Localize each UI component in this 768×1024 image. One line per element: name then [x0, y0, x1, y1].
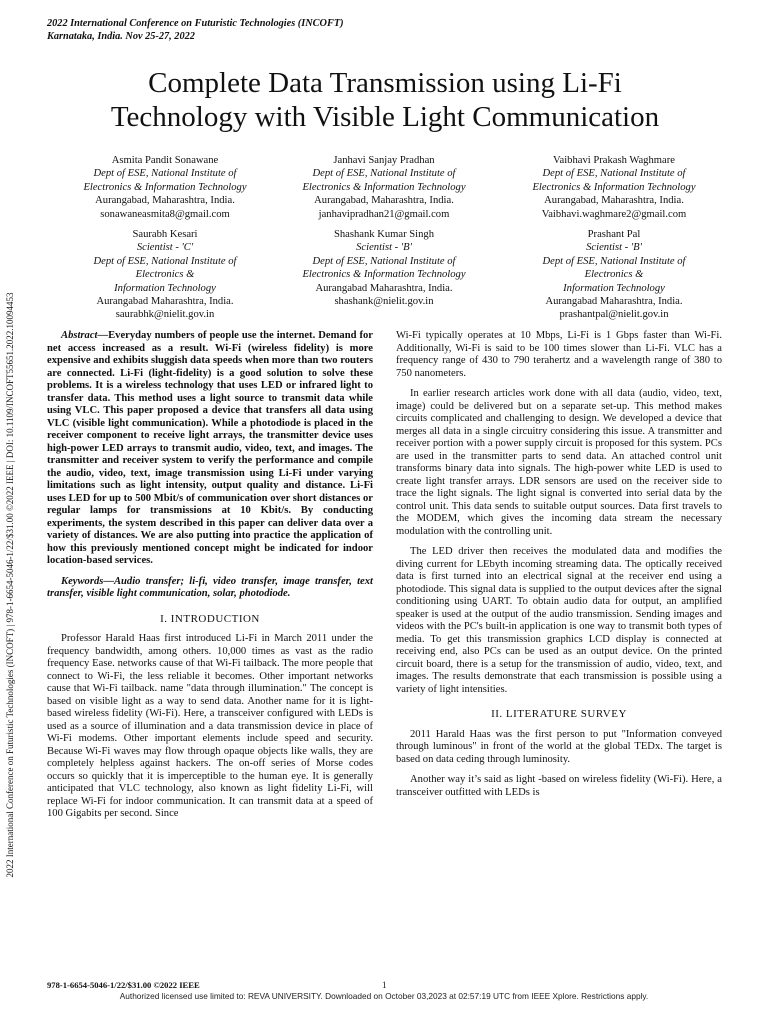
author-email: janhavipradhan21@gmail.com: [318, 208, 450, 220]
author-location: Aurangabad Maharashtra, India.: [315, 282, 453, 294]
paragraph: Wi-Fi typically operates at 10 Mbps, Li-Fi is 1 Gbps faster than Wi-Fi. Additionally, Wi-Fi is said to be 100 times slower than Li-Fi. VLC has a frequency range of 430 to 790 terahertz and a wavelength range of 380 to 750 nanometers.: [396, 330, 722, 379]
author-name: Saurabh Kesari: [132, 229, 198, 240]
author-role: Scientist - 'B': [356, 242, 412, 254]
author-affiliation: Dept of ESE, National Institute of: [542, 168, 686, 180]
abstract-label: Abstract: [61, 330, 98, 341]
author-name: Janhavi Sanjay Pradhan: [333, 155, 435, 166]
paragraph: Professor Harald Haas first introduced Li-Fi in March 2011 under the frequency bandwidth, among others. 10,000 times as vast as the radio frequency Ease. networks cause of that Wi-Fi tailback. The more people that connect to Wi-Fi, the less reliable it becomes. Other important networks cause that Wi-Fi tailback. name "data through illumination." The concept is based on visible light as a way to send data. Another name for it is light-based wireless fidelity (Wi-Fi). Here, a transceiver configured with LEDs is used as a source of illumination and a data transmission device in place of Wi-Fi modems. Other important elements include speed and security. Because Wi-Fi waves may flow through opaque objects like walls, they are completely helpless against hackers. The on-off series of Morse codes occurs so quickly that it is imperceptible to the human eye. It is generally anticipated that VLC technology, also known as light fidelity Li-Fi, will replace Wi-Fi for indoor communication. It can transmit data at a speed of 100 Gigabits per second. Since: [47, 633, 373, 819]
left-column: [47, 330, 373, 829]
author-location: Aurangabad, Maharashtra, India.: [95, 195, 235, 207]
author-email: Vaibhavi.waghmare2@gmail.com: [541, 208, 687, 220]
author-block: [40, 228, 290, 322]
author-block: [259, 228, 509, 308]
conference-name: 2022 International Conference on Futuristic Technologies (INCOFT): [47, 18, 344, 29]
author-name: Prashant Pal: [587, 229, 641, 240]
paragraph: In earlier research articles work done with all data (audio, video, text, image) could be delivered but on a separate set-up. This method makes circuits complicated and challenging to design. We developed a device that merges all data in a single circuitry considering this issue. A transmitter and receiver portion with a power supply circuit is proposed for this system. PCs are used in the transmitter parts to send data. An attached control unit transforms binary data into signals. The high-power white LED is used to create light transfer arrays. LDR sensors are used on the receiver side to trace the light signals. The light signal is converted into serial data by the control unit. This data sends to suitable output sources. Data first travels to the MODEM, which gives the incoming data stream the necessary modulation with the controlling unit.: [396, 388, 722, 537]
author-location: Aurangabad, Maharashtra, India.: [544, 195, 684, 207]
side-doi-text: 2022 International Conference on Futuristic Technologies (INCOFT) | 978-1-6654-5046-1/22/$31.00 ©2022 IEEE | DOI: 10.1109/INCOFT55651.2022.10094453: [5, 292, 15, 878]
side-doi-strip: [0, 0, 20, 1024]
author-affiliation: Information Technology: [114, 282, 216, 294]
abstract-text: —Everyday numbers of people use the internet. Demand for net access increased as a result. Wi-Fi (wireless fidelity) is more expensive and exhibits sluggish data speeds when more than two routers are connected. Li-Fi (light-fidelity) is a good solution to solve these problems. It is a wireless technology that uses LED or infrared light to transfer data. This method uses a light source to transmit data while using VLC. This paper proposed a device that transfers all data using VLC (visible light communication). While a photodiode is placed in the receiver component to receive light arrays, the transmitter device uses high-power LED arrays to transmit audio, video, text, and images. The transmitter and receiver system to verify the performance and compile the audio, video, text, image transmission using Li-Fi under varying limitations such as light intensity, output quality and distance. Li-Fi uses LED for up to 500 Mbit/s of communication over short distances or regular lamps for transmissions at 10 Kbit/s. By conducting experiments, the system described in this paper can deliver data over a variety of distances. We are also putting into practice the application of how this previously mentioned concept might be indicated for indoor location-based services.: [47, 330, 373, 566]
author-block: [40, 154, 290, 221]
paragraph: Another way it’s said as light -based on wireless fidelity (Wi-Fi). Here, a transceiver outfitted with LEDs is: [396, 774, 722, 798]
author-block: [259, 154, 509, 221]
author-location: Aurangabad Maharashtra, India.: [96, 296, 234, 308]
author-affiliation: Dept of ESE, National Institute of: [93, 255, 237, 267]
title-line-1: Complete Data Transmission using Li-Fi: [148, 67, 622, 99]
right-column: [396, 330, 722, 807]
author-role: Scientist - 'B': [586, 242, 642, 254]
author-affiliation: Electronics & Information Technology: [302, 181, 466, 193]
conference-header: [47, 17, 344, 43]
author-affiliation: Electronics &: [584, 269, 644, 281]
author-location: Aurangabad, Maharashtra, India.: [314, 195, 454, 207]
section-heading: II. LITERATURE SURVEY: [491, 708, 627, 720]
author-email: shashank@nielit.gov.in: [334, 296, 434, 308]
author-block: [489, 154, 739, 221]
author-email: sonawaneasmita8@gmail.com: [100, 208, 230, 220]
keywords: [47, 576, 373, 601]
paragraph: 2011 Harald Haas was the first person to put "Information conveyed through luminous" in front of the world at the global TEDx. The target is based on data ceding through luminosity.: [396, 728, 722, 765]
author-email: saurabhk@nielit.gov.in: [115, 309, 215, 321]
author-location: Aurangabad Maharashtra, India.: [545, 296, 683, 308]
section-heading: I. INTRODUCTION: [160, 612, 260, 625]
author-affiliation: Electronics & Information Technology: [302, 269, 466, 281]
author-block: [489, 228, 739, 322]
author-affiliation: Dept of ESE, National Institute of: [542, 255, 686, 267]
keywords-text: —Audio transfer; li-fi, video transfer, image transfer, text transfer, visible light communication, solar, photodiode.: [47, 575, 373, 599]
author-affiliation: Information Technology: [563, 282, 665, 294]
author-name: Shashank Kumar Singh: [333, 229, 435, 240]
author-affiliation: Dept of ESE, National Institute of: [312, 168, 456, 180]
keywords-label: Keywords: [61, 575, 104, 587]
author-affiliation: Dept of ESE, National Institute of: [93, 168, 237, 180]
page-number: 1: [382, 980, 387, 990]
author-affiliation: Electronics &: [135, 269, 195, 281]
author-affiliation: Electronics & Information Technology: [83, 181, 247, 193]
footer-isbn: 978-1-6654-5046-1/22/$31.00 ©2022 IEEE: [47, 980, 200, 990]
abstract: [47, 330, 373, 568]
author-affiliation: Electronics & Information Technology: [532, 181, 696, 193]
author-name: Vaibhavi Prakash Waghmare: [553, 155, 675, 166]
author-email: prashantpal@nielit.gov.in: [559, 309, 669, 321]
license-notice: Authorized licensed use limited to: REVA UNIVERSITY. Downloaded on October 03,2023 at 02:57:19 UTC from IEEE Xplore. Restrictions apply.: [119, 991, 649, 1001]
author-name: Asmita Pandit Sonawane: [111, 155, 219, 166]
paper-title: [40, 66, 730, 134]
conference-location: Karnataka, India. Nov 25-27, 2022: [47, 31, 195, 42]
author-role: Scientist - 'C': [136, 242, 194, 254]
title-line-2: Technology with Visible Light Communication: [110, 101, 660, 133]
author-affiliation: Dept of ESE, National Institute of: [312, 255, 456, 267]
paragraph: The LED driver then receives the modulated data and modifies the diving current for LEbyth incoming streaming data. The optically received data is first turned into an electrical signal at the receiver end using a photodiode. This signal data is supplied to the output devices after the signal conditioning using UART. To obtain audio data for output, an amplified speaker is used at the output of the audio transmission. Sending images and videos with the PC's built-in application is one way to transmit both types of media. To get this transmission graphics LCD display is connected at receiving end, also PCs can be used as an output device. On the printed circuit board, there is a setup for the transmission of audio, video, text, and images. The results demonstrate that each transmission is possible using a variety of light intensities.: [396, 546, 722, 695]
